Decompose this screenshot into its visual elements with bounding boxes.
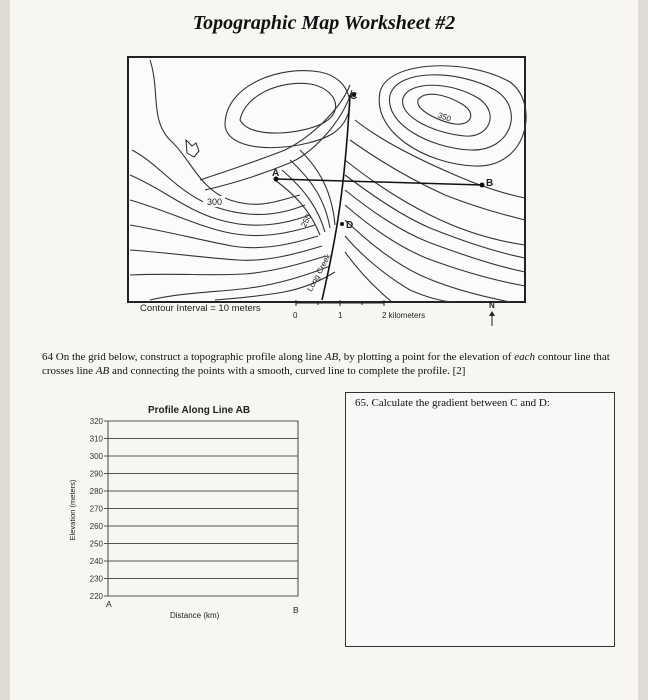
profile-x-axis-label: Distance (km) bbox=[170, 611, 220, 620]
profile-x-start-label: A bbox=[106, 599, 112, 609]
profile-y-tick-label: 270 bbox=[89, 504, 103, 514]
point-b-marker bbox=[480, 183, 485, 188]
point-d-marker bbox=[340, 222, 344, 226]
scale-tick-0: 0 bbox=[293, 311, 298, 320]
contour-label-250: 250 bbox=[299, 212, 314, 229]
profile-y-tick-label: 230 bbox=[89, 574, 103, 584]
point-label-a: A bbox=[272, 168, 280, 179]
contour-label-350: 350 bbox=[436, 110, 453, 124]
stream-label: Long Creek bbox=[305, 252, 333, 294]
profile-y-tick-label: 320 bbox=[89, 417, 103, 426]
profile-y-axis-label: Elevation (meters) bbox=[68, 479, 77, 541]
profile-y-tick-label: 220 bbox=[89, 592, 103, 601]
profile-y-tick-label: 280 bbox=[89, 487, 103, 496]
profile-y-tick-label: 290 bbox=[89, 469, 103, 479]
point-label-c: C bbox=[350, 91, 358, 102]
worksheet-title: Topographic Map Worksheet #2 bbox=[192, 12, 456, 34]
scale-tick-1: 1 bbox=[338, 311, 343, 320]
profile-y-tick-label: 250 bbox=[89, 539, 103, 549]
contour-label-300: 300 bbox=[207, 197, 223, 207]
contour-interval-label: Contour Interval = 10 meters bbox=[140, 303, 261, 314]
question-65-answer-box[interactable] bbox=[345, 392, 615, 647]
profile-y-tick-label: 240 bbox=[89, 557, 103, 566]
scale-tick-2: 2 kilometers bbox=[382, 311, 426, 320]
question-65-text: 65. Calculate the gradient between C and D: bbox=[355, 397, 550, 409]
north-label: N bbox=[489, 301, 495, 310]
profile-chart-title: Profile Along Line AB bbox=[148, 405, 251, 416]
point-label-d: D bbox=[346, 220, 354, 231]
question-64-number: 64 bbox=[42, 351, 53, 363]
profile-grid bbox=[90, 417, 298, 601]
profile-x-end-label: B bbox=[293, 605, 299, 615]
profile-y-tick-label: 300 bbox=[89, 452, 103, 461]
profile-y-tick-label: 260 bbox=[89, 522, 103, 531]
point-label-b: B bbox=[486, 178, 494, 189]
profile-y-tick-label: 310 bbox=[89, 434, 103, 444]
question-64: 64 On the grid below, construct a topographic profile along line AB, by plotting a point for the elevation of each contour line that crosses line AB and connecting the points with a smooth, curved line to complete the profile. [2] bbox=[42, 351, 610, 377]
north-arrow-icon bbox=[489, 311, 495, 326]
